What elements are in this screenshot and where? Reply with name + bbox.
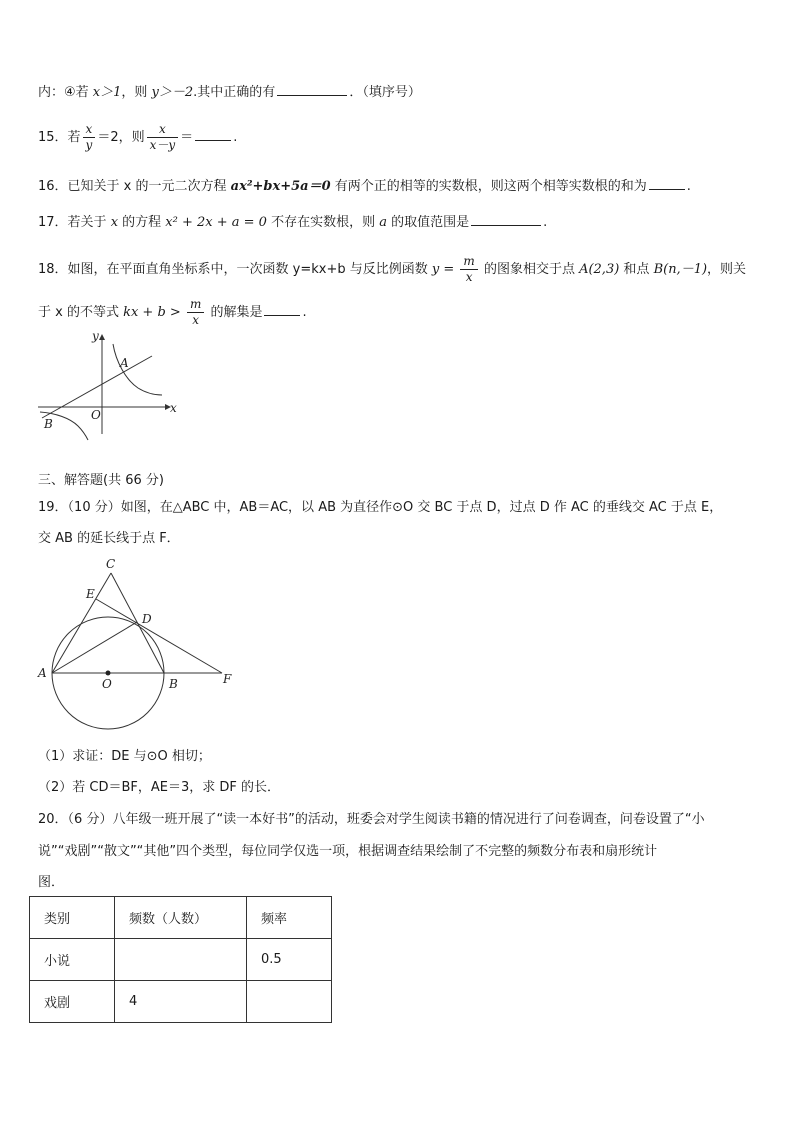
table-cell: 小说 [30, 939, 115, 981]
question-19-part-2: （2）若 CD＝BF，AE＝3，求 DF 的长． [38, 780, 281, 795]
q14-prefix: 内：④若 [38, 85, 93, 100]
q17-rest2: 的取值范围是 [386, 215, 470, 230]
q17-var2: a [379, 215, 387, 230]
q16-equation: ax²+bx+5a＝0 [230, 179, 331, 194]
table-header-row [30, 897, 332, 939]
graph-label-y: y [92, 329, 99, 343]
question-17 [38, 212, 547, 232]
q15-tail: . [233, 130, 238, 145]
q14-answer-blank[interactable] [277, 82, 347, 96]
question-20-line-3: 图． [38, 875, 65, 890]
q16-text: 16．已知关于 x 的一元二次方程 [38, 179, 231, 194]
fig-label-e: E [86, 587, 95, 601]
q18-line1: 18．如图，在平面直角坐标系中，一次函数 y=kx+b 与反比例函数 [38, 262, 432, 277]
question-19-line-2: 交 AB 的延长线于点 F． [38, 531, 180, 546]
q17-equation: x² + 2x + a = 0 [165, 215, 267, 230]
q17-var: x [110, 215, 119, 230]
q15-fraction-x-over-y: $\frac{x}{y}$ [83, 122, 96, 153]
q15-end: ＝ [180, 130, 194, 145]
question-20-line-2: 说”“戏剧”“散文”“其他”四个类型，每位同学仅选一项，根据调查结果绘制了不完整的频数分布表和扇形统计 [38, 844, 658, 859]
question-20-line-1: 20．（6 分）八年级一班开展了“读一本好书”的活动，班委会对学生阅读书籍的情况进行了问卷调查，问卷设置了“小 [38, 812, 705, 827]
graph-label-b: B [44, 417, 53, 431]
q18-inequality-fraction: $\frac{m}{x}$ [187, 297, 204, 328]
graph-label-x: x [170, 401, 177, 415]
q18-line1-rest: 的图象相交于点 [479, 262, 580, 277]
fig-label-c: C [106, 557, 116, 571]
fig-label-b: B [169, 677, 178, 691]
q17-answer-blank[interactable] [471, 212, 541, 226]
q17-text: 17．若关于 [38, 215, 111, 230]
graph-label-a: A [120, 356, 129, 370]
fig-label-d: D [142, 612, 152, 626]
q18-func-lhs: y = [431, 262, 459, 277]
q14-condition: x＞1 [92, 85, 122, 100]
graph-label-o: O [91, 408, 101, 422]
q14-suffix: ．（填序号） [349, 85, 421, 100]
frequency-table [29, 896, 332, 1023]
q16-rest: 有两个正的相等的实数根，则这两个相等实数根的和为 [330, 179, 647, 194]
section-3-heading: 三、解答题(共 66 分) [38, 473, 164, 488]
table-row [30, 939, 332, 981]
line-ad [52, 622, 137, 673]
side-ac [52, 573, 111, 673]
y-axis-arrow [99, 334, 105, 340]
question-14-tail [38, 82, 421, 102]
fig-label-o: O [102, 677, 112, 691]
question-19-line-1: 19．（10 分）如图，在△ABC 中，AB＝AC，以 AB 为直径作⊙O 交 BC 于点 D，过点 D 作 AC 的垂线交 AC 于点 E， [38, 500, 723, 515]
q18-tail: . [302, 305, 307, 320]
table-cell: 4 [115, 981, 247, 1023]
q15-answer-blank[interactable] [195, 127, 231, 141]
q15-eq: ＝2，则 [97, 130, 145, 145]
q16-tail: . [686, 179, 691, 194]
table-cell: 0.5 [247, 939, 332, 981]
question-18-line-1 [38, 254, 746, 285]
fig-label-a: A [38, 666, 47, 680]
q17-mid: 的方程 [118, 215, 166, 230]
question-19-part-1: （1）求证：DE 与⊙O 相切； [38, 749, 211, 764]
question-18-line-2 [38, 297, 307, 328]
table-header-cell: 类别 [30, 897, 115, 939]
q18-point-b: B(n,－1) [653, 262, 708, 277]
q15-number: 15．若 [38, 130, 81, 145]
table-header-cell: 频率 [247, 897, 332, 939]
table-cell: 戏剧 [30, 981, 115, 1023]
q14-mid: ，则 [121, 85, 152, 100]
q16-answer-blank[interactable] [649, 176, 685, 190]
fig-label-f: F [223, 672, 232, 686]
q18-line2-rest: 的解集是 [206, 305, 263, 320]
q19-geometry-figure [30, 555, 250, 735]
q18-answer-blank[interactable] [264, 302, 300, 316]
q18-line2: 于 x 的不等式 [38, 305, 124, 320]
q17-tail: . [543, 215, 548, 230]
q18-line1-end: ，则关 [707, 262, 747, 277]
q14-after: .其中正确的有 [193, 85, 276, 100]
table-cell [247, 981, 332, 1023]
table-row [30, 981, 332, 1023]
q18-and: 和点 [619, 262, 654, 277]
q14-conclusion: y＞－2 [151, 85, 194, 100]
q15-fraction-x-over-x-minus-y: $\frac{x}{x-y}$ [147, 122, 179, 153]
center-point-o [106, 671, 111, 676]
question-16 [38, 176, 691, 196]
q18-inequality: kx + b > [123, 305, 185, 320]
q18-function-graph [30, 330, 190, 440]
table-cell [115, 939, 247, 981]
question-15 [38, 122, 237, 153]
q17-rest: 不存在实数根，则 [266, 215, 380, 230]
line-ef [96, 599, 222, 673]
q18-func-fraction: $\frac{m}{x}$ [460, 254, 477, 285]
table-header-cell: 频数（人数） [115, 897, 247, 939]
q18-point-a: A(2,3) [579, 262, 620, 277]
